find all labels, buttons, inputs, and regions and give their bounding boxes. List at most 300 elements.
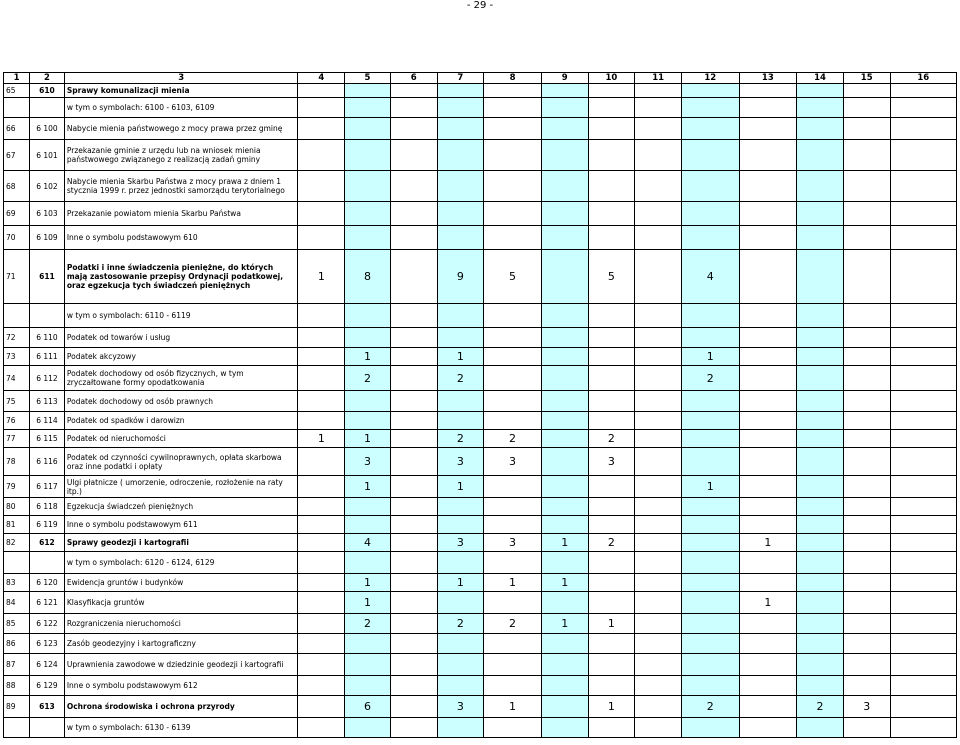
header-cell: 12 bbox=[681, 73, 739, 84]
value-cell bbox=[843, 412, 890, 430]
value-cell bbox=[739, 574, 797, 592]
value-cell bbox=[298, 676, 345, 696]
value-cell bbox=[890, 476, 956, 498]
value-cell: 2 bbox=[345, 614, 391, 634]
value-cell bbox=[588, 226, 635, 250]
value-cell bbox=[739, 516, 797, 534]
description-cell: w tym o symbolach: 6120 - 6124, 6129 bbox=[64, 552, 298, 574]
symbol-cell bbox=[30, 304, 65, 328]
value-cell bbox=[890, 498, 956, 516]
value-cell bbox=[298, 202, 345, 226]
value-cell: 1 bbox=[681, 348, 739, 366]
table-row bbox=[4, 430, 957, 448]
value-cell bbox=[635, 98, 682, 118]
value-cell bbox=[843, 304, 890, 328]
value-cell bbox=[843, 718, 890, 738]
statistics-table bbox=[3, 72, 957, 738]
value-cell bbox=[843, 448, 890, 476]
value-cell bbox=[797, 448, 844, 476]
value-cell: 3 bbox=[588, 448, 635, 476]
value-cell bbox=[739, 366, 797, 391]
value-cell bbox=[681, 552, 739, 574]
value-cell bbox=[541, 498, 588, 516]
value-cell bbox=[890, 171, 956, 202]
value-cell bbox=[890, 98, 956, 118]
symbol-cell: 6 120 bbox=[30, 574, 65, 592]
value-cell bbox=[541, 634, 588, 654]
value-cell: 3 bbox=[484, 448, 542, 476]
value-cell bbox=[345, 98, 391, 118]
value-cell bbox=[437, 171, 484, 202]
value-cell bbox=[345, 412, 391, 430]
symbol-cell: 6 109 bbox=[30, 226, 65, 250]
value-cell bbox=[843, 634, 890, 654]
value-cell: 1 bbox=[588, 696, 635, 718]
value-cell bbox=[390, 348, 437, 366]
header-cell: 9 bbox=[541, 73, 588, 84]
row-number-cell bbox=[4, 718, 30, 738]
value-cell bbox=[541, 98, 588, 118]
value-cell bbox=[345, 140, 391, 171]
value-cell bbox=[588, 676, 635, 696]
value-cell bbox=[298, 98, 345, 118]
table-row bbox=[4, 250, 957, 304]
value-cell bbox=[298, 634, 345, 654]
value-cell bbox=[345, 718, 391, 738]
table-row bbox=[4, 516, 957, 534]
value-cell bbox=[541, 84, 588, 98]
value-cell bbox=[588, 118, 635, 140]
value-cell bbox=[298, 118, 345, 140]
header-cell: 8 bbox=[484, 73, 542, 84]
value-cell: 1 bbox=[345, 430, 391, 448]
value-cell bbox=[484, 676, 542, 696]
value-cell bbox=[484, 328, 542, 348]
value-cell bbox=[797, 718, 844, 738]
value-cell bbox=[345, 676, 391, 696]
value-cell bbox=[739, 654, 797, 676]
description-cell: Ewidencja gruntów i budynków bbox=[64, 574, 298, 592]
header-cell: 6 bbox=[390, 73, 437, 84]
value-cell bbox=[588, 516, 635, 534]
value-cell bbox=[635, 366, 682, 391]
header-cell: 10 bbox=[588, 73, 635, 84]
value-cell bbox=[890, 118, 956, 140]
value-cell: 1 bbox=[345, 574, 391, 592]
value-cell bbox=[681, 574, 739, 592]
value-cell bbox=[890, 412, 956, 430]
value-cell bbox=[484, 304, 542, 328]
value-cell bbox=[390, 98, 437, 118]
table-row bbox=[4, 118, 957, 140]
row-number-cell: 88 bbox=[4, 676, 30, 696]
value-cell bbox=[797, 498, 844, 516]
symbol-cell: 612 bbox=[30, 534, 65, 552]
value-cell bbox=[843, 552, 890, 574]
header-cell: 2 bbox=[30, 73, 65, 84]
value-cell: 6 bbox=[345, 696, 391, 718]
value-cell bbox=[739, 348, 797, 366]
value-cell bbox=[797, 614, 844, 634]
value-cell bbox=[437, 516, 484, 534]
value-cell bbox=[681, 412, 739, 430]
value-cell bbox=[739, 676, 797, 696]
value-cell bbox=[797, 430, 844, 448]
value-cell bbox=[390, 412, 437, 430]
value-cell bbox=[797, 634, 844, 654]
value-cell: 1 bbox=[541, 534, 588, 552]
value-cell bbox=[437, 140, 484, 171]
symbol-cell: 6 129 bbox=[30, 676, 65, 696]
value-cell bbox=[541, 676, 588, 696]
value-cell: 3 bbox=[437, 534, 484, 552]
value-cell bbox=[345, 171, 391, 202]
symbol-cell: 6 103 bbox=[30, 202, 65, 226]
value-cell bbox=[843, 516, 890, 534]
value-cell bbox=[635, 476, 682, 498]
value-cell: 3 bbox=[437, 696, 484, 718]
value-cell bbox=[541, 592, 588, 614]
value-cell: 4 bbox=[345, 534, 391, 552]
value-cell bbox=[541, 412, 588, 430]
value-cell bbox=[797, 366, 844, 391]
header-cell: 11 bbox=[635, 73, 682, 84]
value-cell bbox=[797, 552, 844, 574]
value-cell bbox=[681, 516, 739, 534]
symbol-cell: 6 117 bbox=[30, 476, 65, 498]
value-cell bbox=[298, 448, 345, 476]
value-cell bbox=[843, 226, 890, 250]
row-number-cell: 66 bbox=[4, 118, 30, 140]
value-cell bbox=[437, 552, 484, 574]
value-cell bbox=[588, 171, 635, 202]
description-cell: Inne o symbolu podstawowym 612 bbox=[64, 676, 298, 696]
description-cell: w tym o symbolach: 6110 - 6119 bbox=[64, 304, 298, 328]
symbol-cell bbox=[30, 552, 65, 574]
value-cell: 1 bbox=[437, 574, 484, 592]
value-cell bbox=[843, 574, 890, 592]
symbol-cell: 6 111 bbox=[30, 348, 65, 366]
row-number-cell: 84 bbox=[4, 592, 30, 614]
header-row bbox=[4, 73, 957, 84]
value-cell bbox=[681, 171, 739, 202]
value-cell bbox=[437, 676, 484, 696]
value-cell bbox=[484, 391, 542, 412]
row-number-cell: 70 bbox=[4, 226, 30, 250]
symbol-cell: 6 116 bbox=[30, 448, 65, 476]
description-cell: Inne o symbolu podstawowym 611 bbox=[64, 516, 298, 534]
symbol-cell bbox=[30, 98, 65, 118]
value-cell bbox=[484, 552, 542, 574]
table-row bbox=[4, 476, 957, 498]
value-cell bbox=[541, 202, 588, 226]
value-cell bbox=[681, 202, 739, 226]
value-cell bbox=[298, 552, 345, 574]
value-cell bbox=[484, 498, 542, 516]
value-cell bbox=[797, 574, 844, 592]
value-cell bbox=[843, 498, 890, 516]
description-cell: Podatek od czynności cywilnoprawnych, opłata skarbowa oraz inne podatki i opłaty bbox=[64, 448, 298, 476]
value-cell bbox=[484, 202, 542, 226]
value-cell bbox=[298, 654, 345, 676]
row-number-cell: 67 bbox=[4, 140, 30, 171]
row-number-cell: 83 bbox=[4, 574, 30, 592]
symbol-cell: 6 121 bbox=[30, 592, 65, 614]
value-cell bbox=[437, 202, 484, 226]
value-cell bbox=[681, 614, 739, 634]
value-cell bbox=[437, 98, 484, 118]
symbol-cell: 6 124 bbox=[30, 654, 65, 676]
symbol-cell: 6 101 bbox=[30, 140, 65, 171]
value-cell bbox=[484, 348, 542, 366]
value-cell bbox=[437, 654, 484, 676]
value-cell bbox=[298, 498, 345, 516]
value-cell: 1 bbox=[345, 476, 391, 498]
header-cell: 3 bbox=[64, 73, 298, 84]
value-cell: 5 bbox=[588, 250, 635, 304]
value-cell bbox=[797, 592, 844, 614]
table-row bbox=[4, 328, 957, 348]
value-cell bbox=[635, 498, 682, 516]
value-cell bbox=[681, 448, 739, 476]
value-cell bbox=[437, 412, 484, 430]
value-cell bbox=[484, 98, 542, 118]
value-cell bbox=[588, 391, 635, 412]
value-cell: 2 bbox=[484, 430, 542, 448]
value-cell bbox=[739, 250, 797, 304]
value-cell bbox=[890, 634, 956, 654]
description-cell: Sprawy geodezji i kartografii bbox=[64, 534, 298, 552]
value-cell bbox=[890, 516, 956, 534]
table-row bbox=[4, 366, 957, 391]
value-cell: 1 bbox=[437, 476, 484, 498]
value-cell bbox=[890, 552, 956, 574]
value-cell bbox=[298, 226, 345, 250]
value-cell bbox=[390, 592, 437, 614]
value-cell bbox=[681, 304, 739, 328]
value-cell bbox=[541, 304, 588, 328]
table-row bbox=[4, 140, 957, 171]
value-cell bbox=[635, 592, 682, 614]
value-cell bbox=[635, 516, 682, 534]
value-cell bbox=[635, 654, 682, 676]
value-cell bbox=[541, 250, 588, 304]
value-cell bbox=[890, 654, 956, 676]
value-cell bbox=[390, 118, 437, 140]
row-number-cell: 81 bbox=[4, 516, 30, 534]
value-cell: 3 bbox=[484, 534, 542, 552]
value-cell: 2 bbox=[437, 614, 484, 634]
value-cell bbox=[390, 304, 437, 328]
value-cell bbox=[797, 328, 844, 348]
value-cell: 1 bbox=[345, 592, 391, 614]
value-cell bbox=[890, 574, 956, 592]
value-cell bbox=[484, 654, 542, 676]
value-cell bbox=[890, 304, 956, 328]
row-number-cell: 79 bbox=[4, 476, 30, 498]
value-cell bbox=[541, 552, 588, 574]
description-cell: Klasyfikacja gruntów bbox=[64, 592, 298, 614]
value-cell bbox=[437, 391, 484, 412]
description-cell: Nabycie mienia Skarbu Państwa z mocy prawa z dniem 1 stycznia 1999 r. przez jednostki samorządu terytorialnego bbox=[64, 171, 298, 202]
value-cell bbox=[681, 592, 739, 614]
value-cell bbox=[890, 676, 956, 696]
header-cell: 14 bbox=[797, 73, 844, 84]
description-cell: Podatek od towarów i usług bbox=[64, 328, 298, 348]
value-cell bbox=[588, 366, 635, 391]
value-cell bbox=[390, 84, 437, 98]
value-cell: 3 bbox=[345, 448, 391, 476]
value-cell bbox=[390, 614, 437, 634]
value-cell bbox=[635, 718, 682, 738]
value-cell bbox=[843, 391, 890, 412]
value-cell: 8 bbox=[345, 250, 391, 304]
value-cell bbox=[298, 171, 345, 202]
symbol-cell: 6 118 bbox=[30, 498, 65, 516]
value-cell bbox=[541, 140, 588, 171]
value-cell bbox=[588, 574, 635, 592]
value-cell bbox=[681, 84, 739, 98]
value-cell bbox=[390, 328, 437, 348]
value-cell: 3 bbox=[437, 448, 484, 476]
description-cell: Inne o symbolu podstawowym 610 bbox=[64, 226, 298, 250]
value-cell bbox=[797, 84, 844, 98]
value-cell: 2 bbox=[437, 430, 484, 448]
value-cell bbox=[843, 84, 890, 98]
description-cell: Podatek akcyzowy bbox=[64, 348, 298, 366]
value-cell bbox=[635, 614, 682, 634]
value-cell bbox=[681, 498, 739, 516]
description-cell: Egzekucja świadczeń pieniężnych bbox=[64, 498, 298, 516]
header-cell: 7 bbox=[437, 73, 484, 84]
value-cell bbox=[890, 140, 956, 171]
value-cell bbox=[298, 304, 345, 328]
value-cell bbox=[635, 430, 682, 448]
value-cell bbox=[437, 498, 484, 516]
value-cell: 1 bbox=[298, 430, 345, 448]
description-cell: Podatki i inne świadczenia pieniężne, do których mają zastosowanie przepisy Ordynacji podatkowej, oraz egzekucja tych świadczeń pieniężnych bbox=[64, 250, 298, 304]
description-cell: Ochrona środowiska i ochrona przyrody bbox=[64, 696, 298, 718]
value-cell bbox=[739, 202, 797, 226]
value-cell bbox=[890, 328, 956, 348]
value-cell bbox=[739, 476, 797, 498]
table-row bbox=[4, 592, 957, 614]
value-cell bbox=[588, 202, 635, 226]
value-cell bbox=[390, 498, 437, 516]
table-row bbox=[4, 202, 957, 226]
value-cell bbox=[390, 574, 437, 592]
symbol-cell: 6 102 bbox=[30, 171, 65, 202]
table-row bbox=[4, 614, 957, 634]
table-row bbox=[4, 448, 957, 476]
value-cell bbox=[298, 696, 345, 718]
table-row bbox=[4, 654, 957, 676]
value-cell bbox=[588, 140, 635, 171]
value-cell bbox=[890, 250, 956, 304]
value-cell bbox=[681, 676, 739, 696]
table-row bbox=[4, 634, 957, 654]
value-cell bbox=[298, 140, 345, 171]
row-number-cell: 73 bbox=[4, 348, 30, 366]
value-cell: 5 bbox=[484, 250, 542, 304]
value-cell bbox=[843, 430, 890, 448]
description-cell: Podatek dochodowy od osób fizycznych, w tym zryczałtowane formy opodatkowania bbox=[64, 366, 298, 391]
row-number-cell: 80 bbox=[4, 498, 30, 516]
value-cell bbox=[541, 118, 588, 140]
header-cell: 4 bbox=[298, 73, 345, 84]
value-cell bbox=[345, 634, 391, 654]
description-cell: Nabycie mienia państwowego z mocy prawa przez gminę bbox=[64, 118, 298, 140]
value-cell bbox=[298, 328, 345, 348]
value-cell bbox=[890, 614, 956, 634]
value-cell bbox=[739, 718, 797, 738]
table-row bbox=[4, 676, 957, 696]
value-cell bbox=[390, 391, 437, 412]
value-cell bbox=[797, 348, 844, 366]
table-row bbox=[4, 304, 957, 328]
value-cell bbox=[541, 516, 588, 534]
value-cell bbox=[588, 654, 635, 676]
value-cell bbox=[298, 391, 345, 412]
value-cell bbox=[437, 328, 484, 348]
value-cell bbox=[843, 140, 890, 171]
value-cell bbox=[797, 171, 844, 202]
value-cell bbox=[739, 634, 797, 654]
value-cell bbox=[739, 391, 797, 412]
header-cell: 16 bbox=[890, 73, 956, 84]
value-cell bbox=[541, 171, 588, 202]
value-cell bbox=[739, 614, 797, 634]
value-cell bbox=[390, 718, 437, 738]
value-cell bbox=[635, 171, 682, 202]
value-cell bbox=[635, 634, 682, 654]
value-cell bbox=[681, 654, 739, 676]
value-cell: 2 bbox=[345, 366, 391, 391]
value-cell bbox=[437, 118, 484, 140]
value-cell bbox=[635, 412, 682, 430]
value-cell: 2 bbox=[681, 366, 739, 391]
value-cell bbox=[345, 226, 391, 250]
value-cell bbox=[588, 498, 635, 516]
value-cell bbox=[890, 366, 956, 391]
value-cell bbox=[843, 534, 890, 552]
row-number-cell: 69 bbox=[4, 202, 30, 226]
value-cell: 2 bbox=[797, 696, 844, 718]
value-cell bbox=[843, 171, 890, 202]
value-cell bbox=[588, 412, 635, 430]
value-cell bbox=[541, 391, 588, 412]
value-cell bbox=[484, 84, 542, 98]
value-cell bbox=[298, 592, 345, 614]
symbol-cell: 613 bbox=[30, 696, 65, 718]
value-cell bbox=[739, 696, 797, 718]
value-cell bbox=[890, 448, 956, 476]
table-row bbox=[4, 348, 957, 366]
value-cell bbox=[635, 226, 682, 250]
row-number-cell bbox=[4, 552, 30, 574]
value-cell bbox=[635, 552, 682, 574]
table-row bbox=[4, 98, 957, 118]
value-cell bbox=[890, 202, 956, 226]
description-cell: Ulgi płatnicze ( umorzenie, odroczenie, rozłożenie na raty itp.) bbox=[64, 476, 298, 498]
description-cell: Uprawnienia zawodowe w dziedzinie geodezji i kartografii bbox=[64, 654, 298, 676]
value-cell bbox=[843, 202, 890, 226]
value-cell bbox=[635, 140, 682, 171]
value-cell bbox=[681, 430, 739, 448]
value-cell bbox=[390, 516, 437, 534]
row-number-cell: 85 bbox=[4, 614, 30, 634]
row-number-cell: 76 bbox=[4, 412, 30, 430]
